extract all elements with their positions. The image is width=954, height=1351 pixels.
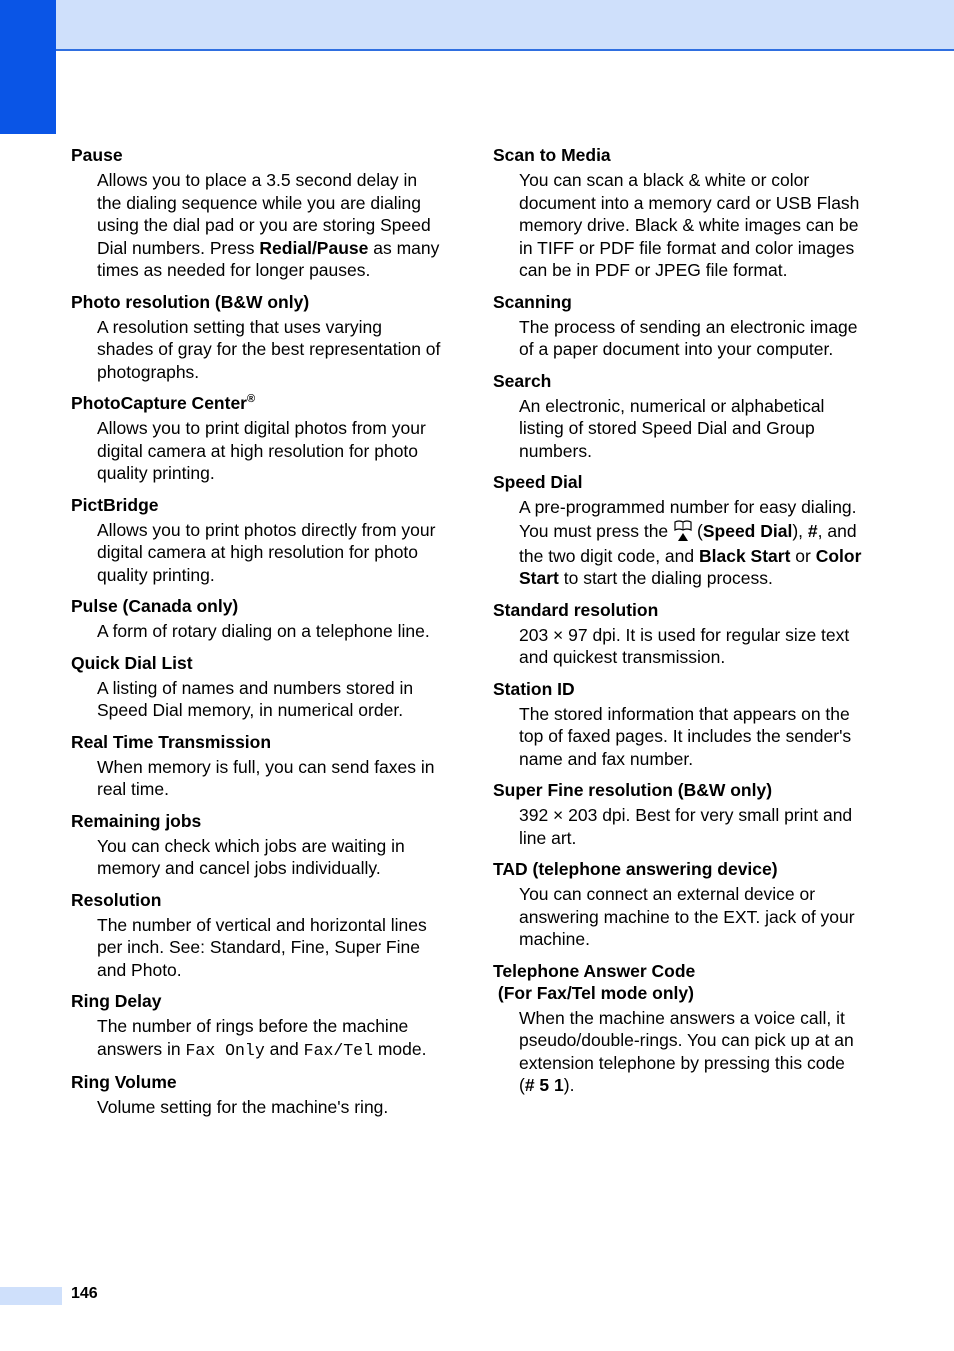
definition-photocapture-center: Allows you to print digital photos from your digital camera at high resolution for photo quality printing. [97,418,426,483]
entry-pulse [71,595,441,643]
definition-resolution: The number of vertical and horizontal lines per inch. See: Standard, Fine, Super Fine and Photo. [97,914,427,980]
definition-search: An electronic, numerical or alphabetical listing of stored Speed Dial and Group numbers. [519,395,825,461]
definition-scan-to-media: You can scan a black & white or color document into a memory card or USB Flash memory drive. Black & white images can be in TIFF or PDF file format and color images can be in PDF or JPEG file format. [519,170,860,280]
fax-tel-mode: Fax/Tel [303,1040,373,1060]
color-start-key: Color Start [519,545,862,588]
definition-telephone-answer-code: When the machine answers a voice call, it pseudo/double-rings. You can pick up at an extension telephone by pressing this code (# 5 1). [519,1007,854,1095]
definition-pulse: A form of rotary dialing on a telephone line. [97,621,430,641]
registered-mark: ® [246,393,256,405]
term-search: Search [493,370,552,391]
page-number: 146 [71,1285,98,1302]
entry-station-id [493,678,865,771]
definition-photo-resolution: A resolution setting that uses varying shades of gray for the best representation of photographs. [97,316,441,382]
term-photocapture-center: PhotoCapture Center® [71,393,256,413]
term-remaining-jobs: Remaining jobs [71,810,202,831]
term-telephone-answer-code: Telephone Answer Code (For Fax/Tel mode only) [493,960,696,1003]
term-pause: Pause [71,145,123,165]
term-real-time-transmission: Real Time Transmission [71,731,272,752]
entry-scan-to-media [493,144,865,282]
term-pulse: Pulse (Canada only) [71,596,239,616]
entry-ring-delay [71,990,441,1062]
term-standard-resolution: Standard resolution [493,599,659,620]
term-speed-dial: Speed Dial [493,472,583,492]
entry-tad [493,858,865,951]
definition-pause: Allows you to place a 3.5 second delay in the dialing sequence while you are dialing using the dial pad or you are storing Speed Dial numbers. Press Redial/Pause as many times as needed for longer pauses. [97,170,440,280]
definition-scanning: The process of sending an electronic image of a paper document into your computer. [519,316,858,359]
entry-pictbridge [71,494,441,587]
term-photo-resolution: Photo resolution (B&W only) [71,291,310,312]
term-ring-volume: Ring Volume [71,1072,177,1092]
chapter-tab [0,0,56,134]
glossary-right-column [493,144,865,1106]
entry-speed-dial [493,471,865,590]
definition-speed-dial: A pre-programmed number for easy dialing. You must press the (Speed Dial), #, and the two digit code, and Black Start or Color Start to start the dialing process. [519,497,862,588]
definition-pictbridge: Allows you to print photos directly from your digital camera at high resolution for photo quality printing. [97,519,436,585]
definition-real-time-transmission: When memory is full, you can send faxes in real time. [97,756,435,799]
definition-remaining-jobs: You can check which jobs are waiting in memory and cancel jobs individually. [97,835,405,878]
entry-remaining-jobs [71,810,441,880]
answer-code-keys: # 5 1 [524,1075,564,1095]
entry-super-fine-resolution [493,779,865,849]
header-band [0,0,954,51]
term-tad: TAD (telephone answering device) [493,859,778,879]
entry-search [493,370,865,463]
definition-ring-delay: The number of rings before the machine answers in Fax Only and Fax/Tel mode. [97,1016,427,1060]
black-start-key: Black Start [698,545,791,566]
term-scan-to-media: Scan to Media [493,145,611,165]
term-quick-dial-list: Quick Dial List [71,652,193,673]
speed-dial-book-icon [673,519,693,545]
entry-photo-resolution [71,291,441,384]
definition-tad: You can connect an external device or answering machine to the EXT. jack of your machine. [519,884,855,949]
term-pictbridge: PictBridge [71,494,159,515]
entry-resolution [71,889,441,982]
entry-photocapture-center [71,392,441,485]
term-station-id: Station ID [493,678,575,699]
entry-pause [71,144,441,282]
redial-pause-key: Redial/Pause [259,237,369,258]
entry-quick-dial-list [71,652,441,722]
entry-real-time-transmission [71,731,441,801]
glossary-left-column [71,144,441,1128]
entry-standard-resolution [493,599,865,669]
definition-standard-resolution: 203 × 97 dpi. It is used for regular size text and quickest transmission. [519,624,850,667]
definition-quick-dial-list: A listing of names and numbers stored in Speed Dial memory, in numerical order. [97,677,414,720]
footer-band [0,1287,62,1305]
term-scanning: Scanning [493,291,572,312]
definition-station-id: The stored information that appears on the top of faxed pages. It includes the sender's name and fax number. [519,703,852,769]
term-super-fine-resolution: Super Fine resolution (B&W only) [493,780,773,800]
entry-ring-volume [71,1071,441,1119]
definition-ring-volume: Volume setting for the machine's ring. [97,1097,389,1117]
fax-only-mode: Fax Only [185,1040,265,1060]
definition-super-fine-resolution: 392 × 203 dpi. Best for very small print and line art. [519,805,853,848]
entry-scanning [493,291,865,361]
term-ring-delay: Ring Delay [71,991,162,1011]
term-resolution: Resolution [71,889,162,910]
entry-telephone-answer-code [493,960,865,1097]
